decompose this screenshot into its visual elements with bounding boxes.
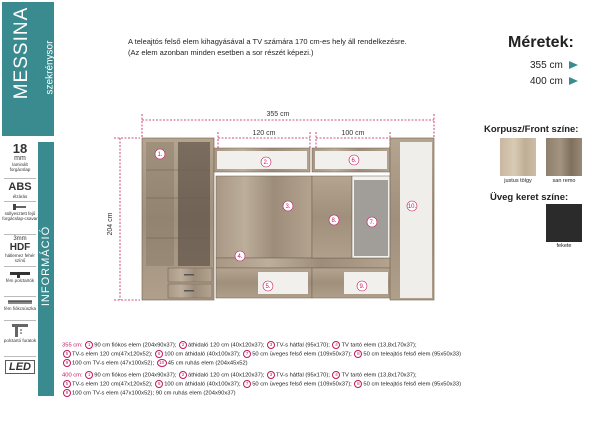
legend-num: 4 [332, 341, 340, 349]
legend-text: TV-s hátfal (95x170); [276, 342, 330, 349]
element-4-marker: 4. [237, 254, 243, 260]
brand-name: MESSINA [11, 6, 32, 100]
feature-thickness-unit: mm [14, 155, 26, 162]
drawer-slide-icon [7, 298, 33, 306]
legend-text: TV-s elem 120 cm(47x120x52); [72, 351, 153, 358]
uveg-title: Üveg keret színe: [490, 192, 569, 203]
arrow-right-icon [569, 77, 578, 85]
legend-text: áthidaló 120 cm (40x120x37); [188, 342, 265, 349]
legend-text: 45 cm ruhás elem (204x45x52) [167, 360, 248, 367]
legend-num: 4 [332, 371, 340, 379]
feature-led [2, 360, 38, 374]
legend-num: 7 [243, 380, 251, 388]
legend [62, 341, 598, 398]
legend-text: 90 cm fiókos elem (204x90x37); [94, 372, 177, 379]
feature-thickness-text: laminált forgácslap [9, 162, 31, 172]
feature-hdf [2, 236, 38, 263]
feature-hdf-value: HDF [9, 242, 31, 253]
swatch-justus-tolgy-label: justus tölgy [504, 178, 532, 184]
brand-block [2, 2, 54, 136]
legend-num: 2 [179, 371, 187, 379]
legend-num: 7 [243, 350, 251, 358]
legend-text: 50 cm üveges felső elem (109x50x37); [252, 381, 352, 388]
legend-num: 3 [267, 341, 275, 349]
legend-text: TV tartó elem (13,8x170x37); [341, 342, 417, 349]
info-strip [38, 142, 54, 396]
element-6-marker: 6. [351, 158, 357, 164]
description-line2: (Az elem azonban minden esetben a sor részét képezi.) [128, 48, 314, 57]
furniture-drawing [98, 98, 448, 338]
size-option-355-label: 355 cm [530, 60, 563, 71]
feature-hdf-thickness: 3mm [13, 236, 27, 242]
legend-text: 100 cm áthidaló (40x100x37); [164, 351, 241, 358]
korpusz-title: Korpusz/Front színe: [484, 124, 579, 135]
dim-mid2-label: 100 cm [341, 130, 365, 137]
feature-shelf-holes [2, 322, 38, 343]
legend-text: 100 cm TV-s elem (47x100x52); [72, 390, 155, 397]
feature-shelf-support-text: fém polctartók [5, 278, 35, 283]
legend-num: 8 [354, 380, 362, 388]
legend-text: 50 cm üveges felső elem (109x50x37); [252, 351, 352, 358]
legend-text: TV-s hátfal (95x170); [276, 372, 330, 379]
legend-num: 6 [155, 350, 163, 358]
legend-set-355 [62, 341, 598, 368]
legend-text: 100 cm TV-s elem (47x100x52); [72, 360, 155, 367]
element-10-marker: 10. [407, 204, 417, 210]
element-8-marker: 8. [331, 218, 337, 224]
legend-text: 90 cm ruhás elem (204x90x37) [155, 390, 236, 397]
feature-shelf-support [2, 270, 38, 283]
description [128, 36, 468, 58]
shelf-support-icon [9, 270, 31, 278]
legend-text: 90 cm fiókos elem (204x90x37); [94, 342, 177, 349]
legend-num: 2 [179, 341, 187, 349]
meretek-title: Méretek: [508, 34, 574, 51]
description-line1: A teleajtós felső elem kihagyásával a TV számára 170 cm-es hely áll rendelkezésre. [128, 37, 407, 46]
feature-screw [2, 203, 38, 221]
legend-num: 9 [63, 389, 71, 397]
legend-num: 10 [157, 359, 167, 367]
legend-num: 8 [354, 350, 362, 358]
size-option-400[interactable] [530, 76, 578, 87]
swatch-san-remo-label: san remo [552, 178, 576, 184]
shelf-holes-icon [10, 322, 30, 338]
swatch-justus-tolgy[interactable] [500, 138, 536, 176]
brand-subtitle: szekrénysor [44, 40, 56, 95]
feature-drawer-slide-text: fém fiókcsúszka [3, 306, 36, 311]
swatch-fekete-label: fekete [556, 243, 572, 249]
legend-text: TV tartó elem (13,8x170x37); [341, 372, 417, 379]
legend-set-355-label: 355 cm: [62, 342, 83, 349]
legend-set-400 [62, 371, 598, 398]
element-7-marker: 7. [369, 220, 375, 226]
feature-thickness [2, 142, 38, 172]
dim-total-label: 355 cm [266, 111, 290, 118]
legend-text: áthidaló 120 cm (40x120x37); [188, 372, 265, 379]
feature-thickness-value: 18 [12, 141, 28, 156]
dim-height-label: 204 cm [107, 212, 114, 236]
legend-num: 5 [63, 350, 71, 358]
feature-abs [2, 181, 38, 199]
feature-abs-value: ABS [8, 181, 32, 193]
legend-text: 50 cm teleajtós felső elem (95x50x33) [363, 351, 462, 358]
legend-num: 3 [267, 371, 275, 379]
feature-abs-text: élzárás [12, 194, 28, 199]
feature-shelf-holes-text: polctartó furatok [3, 338, 37, 343]
legend-num: 1 [85, 341, 93, 349]
feature-hdf-text: hátlemez fehér színű [5, 253, 35, 263]
element-3-marker: 3. [285, 204, 291, 210]
legend-num: 9 [63, 359, 71, 367]
feature-led-value: LED [9, 361, 31, 373]
legend-set-400-label: 400 cm: [62, 372, 83, 379]
legend-num: 5 [63, 380, 71, 388]
legend-text: TV-s elem 120 cm(47x120x52); [72, 381, 153, 388]
swatch-fekete[interactable] [546, 204, 582, 242]
legend-num: 6 [155, 380, 163, 388]
swatch-san-remo[interactable] [546, 138, 582, 176]
element-5-marker: 5. [265, 284, 271, 290]
element-9-marker: 9. [359, 284, 365, 290]
element-2-marker: 2. [263, 160, 269, 166]
screw-icon [13, 203, 27, 211]
dim-mid1-label: 120 cm [252, 130, 276, 137]
info-sidebar [2, 138, 54, 422]
feature-screw-text: süllyesztett fejű forgácslap-csavar [2, 211, 38, 221]
legend-num: 1 [85, 371, 93, 379]
size-option-400-label: 400 cm [530, 76, 563, 87]
feature-drawer-slide [2, 298, 38, 311]
info-label: INFORMÁCIÓ [40, 225, 52, 307]
element-1-marker: 1. [157, 152, 163, 158]
size-option-355[interactable] [530, 60, 578, 71]
arrow-right-icon [569, 61, 578, 69]
legend-text: 100 cm áthidaló (40x100x37); [164, 381, 241, 388]
legend-text: 50 cm teleajtós felső elem (95x50x33) [363, 381, 462, 388]
